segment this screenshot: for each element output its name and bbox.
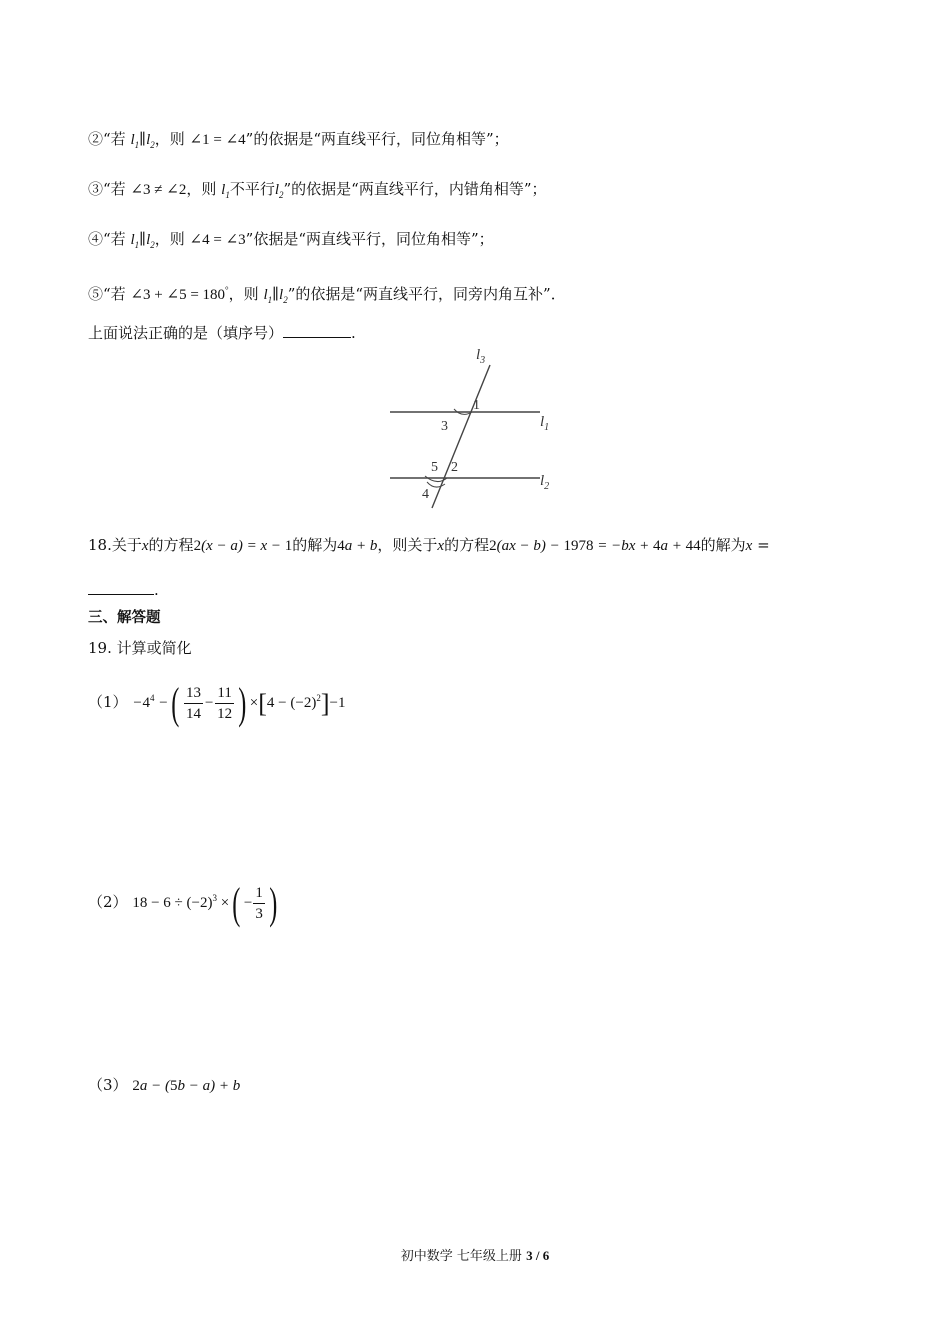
label-angle-3: 3 bbox=[441, 419, 448, 434]
label-angle-5: 5 bbox=[431, 460, 438, 475]
question-19-part-2: （2） $18 - 6 \div (-2)^3$ ×( − $\frac{1}{3}$ ) bbox=[88, 876, 280, 926]
label-l1: $l_1$ bbox=[540, 414, 550, 433]
page-number: 3 / 6 bbox=[526, 1248, 550, 1263]
label-l2: $l_2$ bbox=[540, 473, 550, 492]
math-expression: $l_1$ bbox=[221, 182, 230, 200]
math-expression: $l_2$ bbox=[274, 182, 284, 200]
question-18: 18.关于x的方程2(x − a) = x − 1的解为4a + b，则关于x的方程2(ax − b) − 1978 = −bx + 4a + 44的解为x = bbox=[88, 536, 770, 554]
statement-marker: ④ bbox=[88, 230, 104, 248]
statement-marker: ⑤ bbox=[88, 285, 104, 303]
math-expression: ∠1 = ∠4 bbox=[189, 132, 246, 148]
statement-marker: ② bbox=[88, 130, 104, 148]
question-prompt: 上面说法正确的是（填序号） . bbox=[88, 324, 356, 342]
math-expression: 4a + b bbox=[337, 538, 378, 554]
math-expression: $l_1\parallel l_2$ bbox=[130, 232, 155, 250]
math-expression: ∠3 + ∠5 = 180° bbox=[130, 285, 229, 303]
figure-svg bbox=[385, 345, 565, 515]
math-expression: ∠3 ≠ ∠2 bbox=[130, 182, 187, 198]
answer-blank[interactable] bbox=[283, 323, 351, 338]
statement-5: ⑤“若 ∠3 + ∠5 = 180°，则 $l_1\parallel l_2$”的依据是“两直线平行，同旁内角互补”． bbox=[88, 285, 566, 305]
statement-4: ④“若 $l_1\parallel l_2$，则 ∠4 = ∠3”依据是“两直线平行，同位角相等”； bbox=[88, 230, 494, 250]
statement-marker: ③ bbox=[88, 180, 104, 198]
math-expression: 2(x − a) = x − 1 bbox=[193, 538, 293, 554]
label-l3: $l_3$ bbox=[476, 347, 486, 366]
parallel-lines-figure bbox=[385, 345, 565, 519]
label-angle-1: 1 bbox=[473, 398, 480, 413]
question-19-part-1: $(1) -4^4$ −( $\frac{13}{14}$ − $\frac{11}{12}$ ) $\times[4 - (-2)^2]-1$ bbox=[88, 678, 346, 728]
page-footer: 初中数学 七年级上册 3 / 6 bbox=[400, 1248, 550, 1264]
math-expression: $l_1\parallel l_2$ bbox=[130, 132, 155, 150]
question-18-answer: . bbox=[88, 580, 159, 600]
math-expression: ∠4 = ∠3 bbox=[189, 232, 246, 248]
math-expression: 2a − (5b − a) + b bbox=[132, 1078, 241, 1094]
statement-2: ②“若 $l_1\parallel l_2$，则 ∠1 = ∠4”的依据是“两直线平行，同位角相等”； bbox=[88, 130, 509, 150]
statement-3: ③“若 ∠3 ≠ ∠2，则 $l_1$不平行$l_2$”的依据是“两直线平行，内错角相等”； bbox=[88, 180, 547, 200]
question-19: 19. 计算或简化 bbox=[88, 639, 192, 657]
label-angle-2: 2 bbox=[451, 460, 458, 475]
math-expression: $18 - 6 \div (-2)^3$ ×( − $\frac{1}{3}$ ) bbox=[132, 878, 278, 928]
section-heading: 三、解答题 bbox=[88, 610, 161, 626]
math-expression: 2(ax − b) − 1978 = −bx + 4a + 44 bbox=[489, 538, 701, 554]
answer-blank[interactable] bbox=[88, 580, 154, 595]
question-19-part-3: （3） 2a − (5b − a) + b bbox=[88, 1076, 241, 1094]
math-expression: $l_1\parallel l_2$ bbox=[263, 287, 288, 305]
label-angle-4: 4 bbox=[422, 487, 429, 502]
math-expression: $-4^4$ −( $\frac{13}{14}$ − $\frac{11}{12}$ ) $\times[4 - (-2)^2]-1$ bbox=[132, 678, 346, 728]
